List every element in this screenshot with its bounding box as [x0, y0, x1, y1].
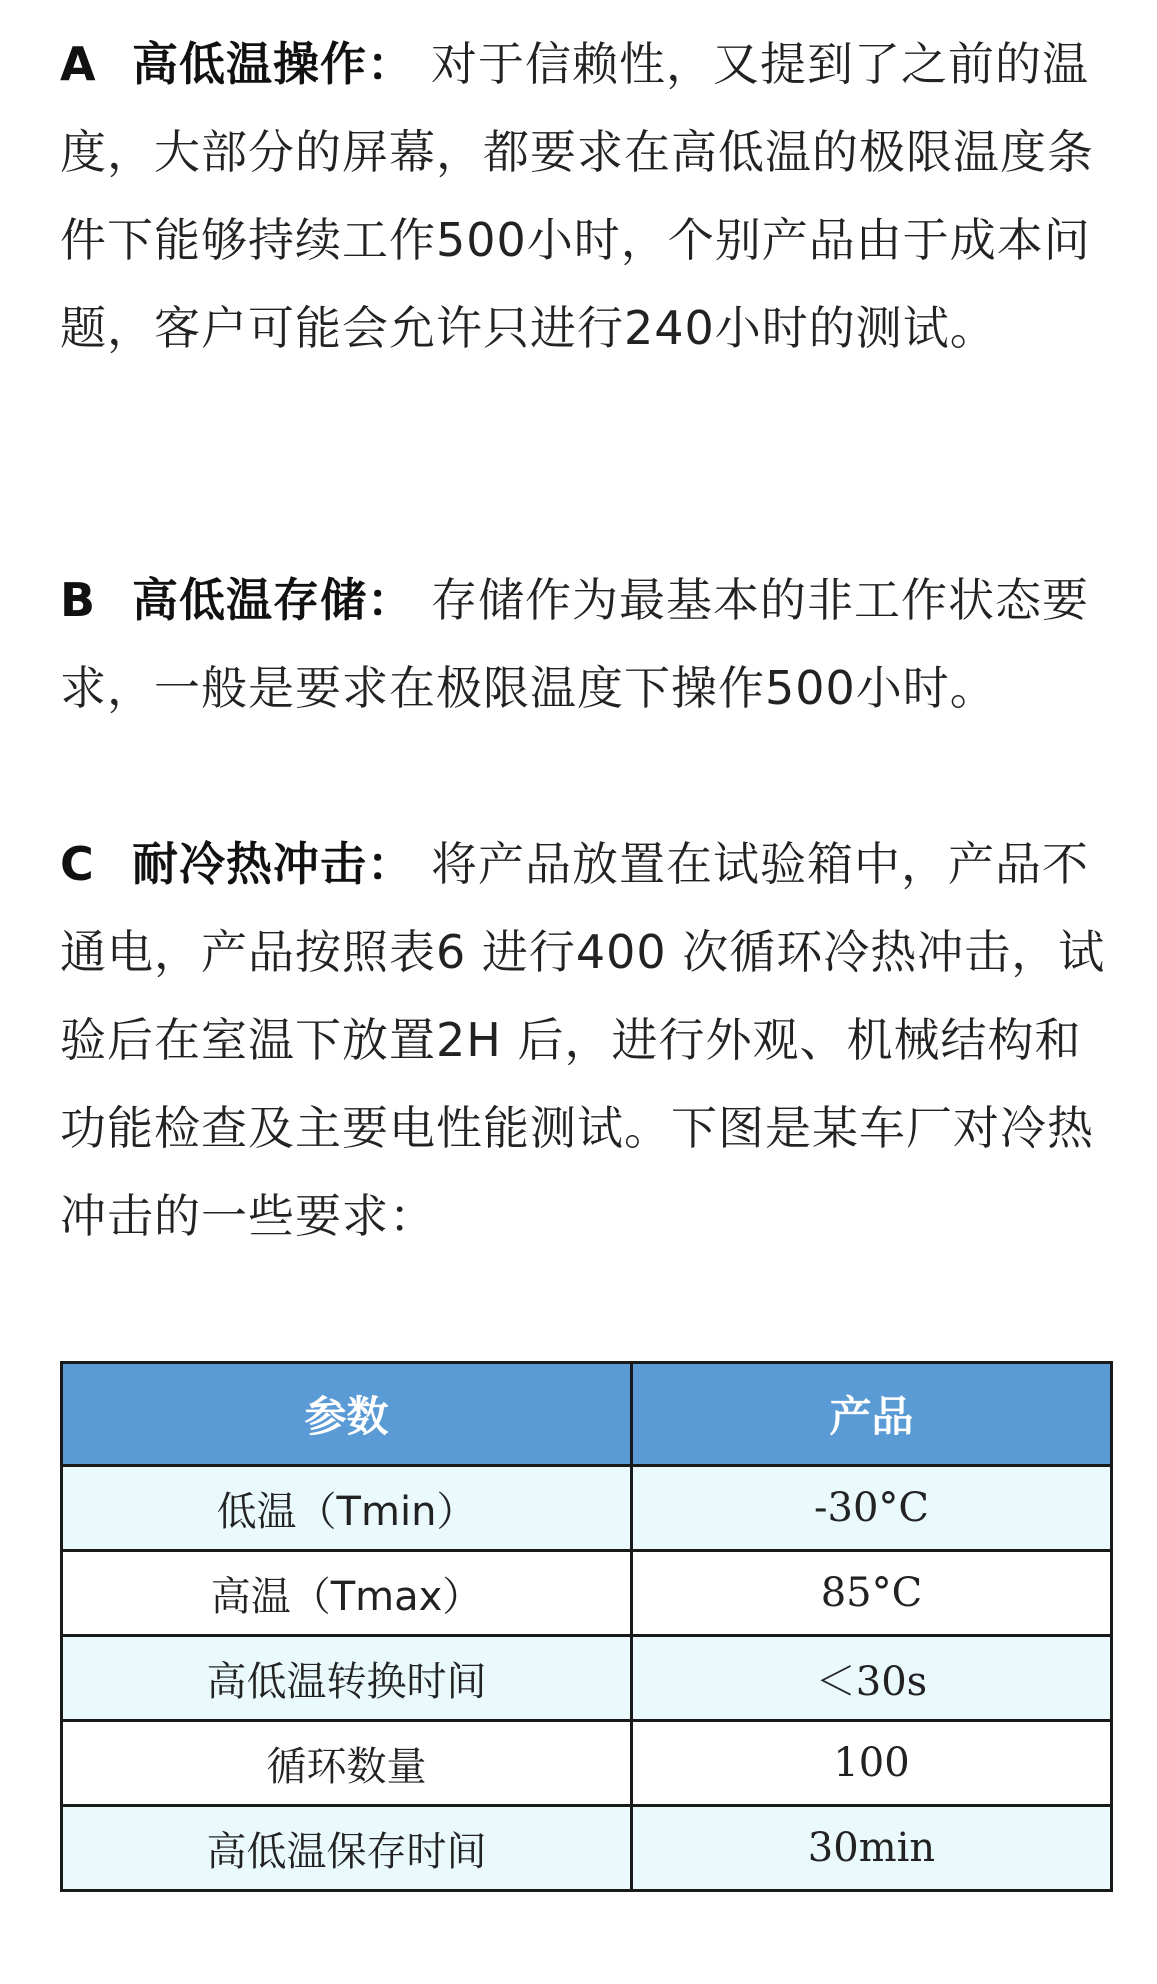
section-b-text: 存储作为最基本的非工作状态要求，一般是要求在极限温度下操作500小时。 — [60, 573, 1090, 715]
table-row — [62, 1551, 1112, 1636]
section-b-letter: B — [60, 573, 97, 627]
section-c-text: 将产品放置在试验箱中，产品不通电，产品按照表6 进行400 次循环冷热冲击，试验后在室温下放置2H 后，进行外观、机械结构和功能检查及主要电性能测试。下图是某车厂对冷热冲击的一些要求： — [60, 837, 1106, 1243]
table-header-row — [62, 1363, 1112, 1466]
row-param: 高温（Tmax） — [62, 1551, 632, 1636]
section-b-heading — [60, 573, 431, 627]
row-param: 循环数量 — [62, 1721, 632, 1806]
thermal-shock-spec-table — [60, 1361, 1113, 1892]
section-c-letter: C — [60, 837, 95, 891]
header-product: 产品 — [632, 1363, 1112, 1466]
section-c-title: 耐冷热冲击： — [132, 837, 414, 891]
row-param: 低温（Tmin） — [62, 1466, 632, 1551]
section-b-paragraph — [60, 556, 1110, 732]
table-row — [62, 1806, 1112, 1891]
row-param: 高低温保存时间 — [62, 1806, 632, 1891]
section-a-title: 高低温操作： — [132, 37, 414, 91]
section-a-text: 对于信赖性，又提到了之前的温度，大部分的屏幕，都要求在高低温的极限温度条件下能够持续工作500小时，个别产品由于成本问题，客户可能会允许只进行240小时的测试。 — [60, 37, 1094, 355]
section-a-paragraph — [60, 20, 1110, 372]
table-row — [62, 1636, 1112, 1721]
section-a-letter: A — [60, 37, 97, 91]
row-value: 30min — [632, 1806, 1112, 1891]
table-row — [62, 1721, 1112, 1806]
section-c-paragraph — [60, 820, 1110, 1260]
table-row — [62, 1466, 1112, 1551]
row-value: 85°C — [632, 1551, 1112, 1636]
row-value: -30°C — [632, 1466, 1112, 1551]
row-param: 高低温转换时间 — [62, 1636, 632, 1721]
section-b-title: 高低温存储： — [132, 573, 414, 627]
section-a-heading — [60, 37, 431, 91]
section-c-heading — [60, 837, 431, 891]
header-param: 参数 — [62, 1363, 632, 1466]
row-value: ＜30s — [632, 1636, 1112, 1721]
row-value: 100 — [632, 1721, 1112, 1806]
